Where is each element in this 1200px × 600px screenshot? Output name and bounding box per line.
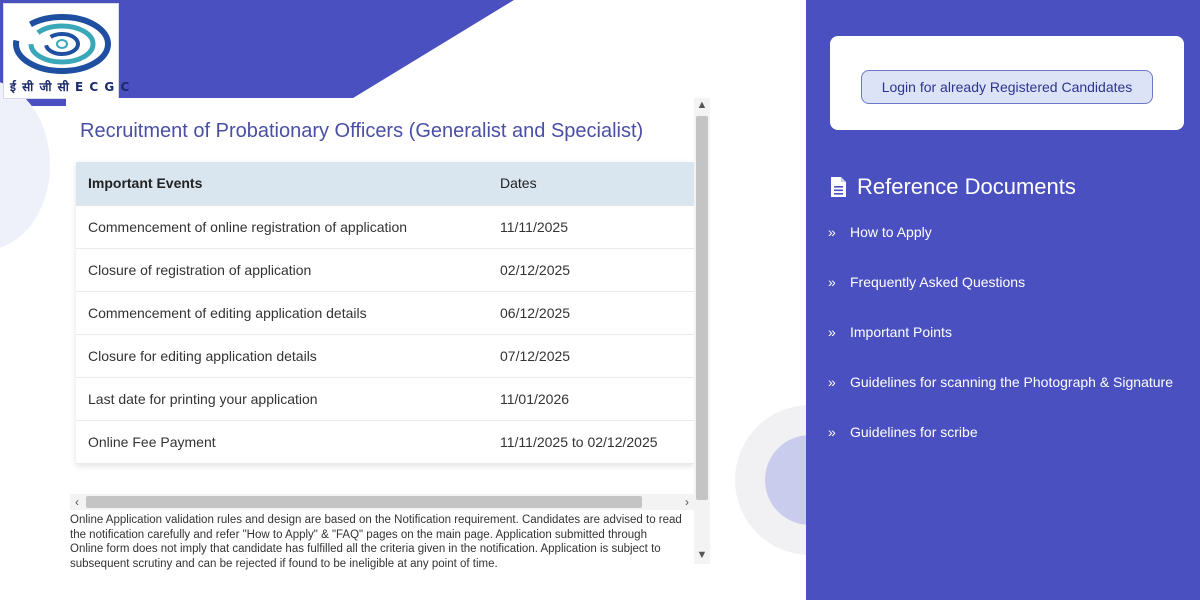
ref-link-label: Guidelines for scribe xyxy=(850,424,978,440)
ref-link-how-to-apply[interactable] xyxy=(828,218,1188,268)
event-cell: Commencement of editing application details xyxy=(76,291,488,334)
date-cell: 11/11/2025 to 02/12/2025 xyxy=(488,420,694,463)
date-cell: 06/12/2025 xyxy=(488,291,694,334)
vertical-scroll-thumb[interactable] xyxy=(696,116,708,500)
event-cell: Closure for editing application details xyxy=(76,334,488,377)
table-header-row xyxy=(76,162,694,205)
ref-link-label: Important Points xyxy=(850,324,952,340)
reference-documents-heading xyxy=(830,174,1076,200)
scroll-right-icon[interactable]: › xyxy=(685,495,689,509)
chevron-double-right-icon: » xyxy=(828,224,836,240)
login-button[interactable]: Login for already Registered Candidates xyxy=(861,70,1153,104)
ref-link-label: Frequently Asked Questions xyxy=(850,274,1026,290)
page-title: Recruitment of Probationary Officers (Generalist and Specialist) xyxy=(80,120,644,142)
ref-link-label: Guidelines for scanning the Photograph & Signature xyxy=(850,374,1173,390)
date-cell: 11/01/2026 xyxy=(488,377,694,420)
reference-documents-title: Reference Documents xyxy=(857,174,1076,199)
ref-link-scribe-guidelines[interactable] xyxy=(828,418,1188,468)
application-note: Online Application validation rules and design are based on the Notification requirement. Candidates are advised to read the notification carefully and refer "How to Apply" & "FAQ" pages on the main page. Application submitted through Online form does not imply that candidate has fulfilled all the criteria given in the notification. Application is subject to subsequent scrutiny and can be rejected if found to be ineligible at any point of time. xyxy=(70,514,682,570)
scroll-down-icon[interactable]: ▼ xyxy=(696,549,708,561)
table-row xyxy=(76,420,694,463)
table-row xyxy=(76,377,694,420)
document-icon xyxy=(830,176,847,198)
chevron-double-right-icon: » xyxy=(828,324,836,340)
chevron-double-right-icon: » xyxy=(828,274,836,290)
date-cell: 02/12/2025 xyxy=(488,248,694,291)
sidebar xyxy=(806,0,1200,600)
column-header-dates: Dates xyxy=(488,162,694,205)
horizontal-scrollbar[interactable] xyxy=(70,494,694,510)
reference-documents-list xyxy=(828,218,1188,468)
vertical-scrollbar[interactable] xyxy=(694,98,710,564)
chevron-double-right-icon: » xyxy=(828,374,836,390)
ref-link-faq[interactable] xyxy=(828,268,1188,318)
ref-link-label: How to Apply xyxy=(850,224,932,240)
event-cell: Online Fee Payment xyxy=(76,420,488,463)
important-events-table xyxy=(76,162,694,464)
table-row xyxy=(76,334,694,377)
column-header-events: Important Events xyxy=(76,162,488,205)
table-row xyxy=(76,205,694,248)
table-row xyxy=(76,248,694,291)
event-cell: Commencement of online registration of application xyxy=(76,205,488,248)
date-cell: 07/12/2025 xyxy=(488,334,694,377)
date-cell: 11/11/2025 xyxy=(488,205,694,248)
ref-link-photo-signature-guidelines[interactable] xyxy=(828,368,1188,418)
scroll-left-icon[interactable]: ‹ xyxy=(75,495,79,509)
table-row xyxy=(76,291,694,334)
horizontal-scroll-thumb[interactable] xyxy=(86,496,642,508)
event-cell: Last date for printing your application xyxy=(76,377,488,420)
ref-link-important-points[interactable] xyxy=(828,318,1188,368)
ecgc-logo[interactable] xyxy=(3,3,131,99)
login-card xyxy=(830,36,1184,130)
scroll-up-icon[interactable]: ▲ xyxy=(696,99,708,111)
logo-icon xyxy=(10,8,114,76)
logo-text: ई सी जी सी E C G C xyxy=(10,80,131,94)
chevron-double-right-icon: » xyxy=(828,424,836,440)
event-cell: Closure of registration of application xyxy=(76,248,488,291)
